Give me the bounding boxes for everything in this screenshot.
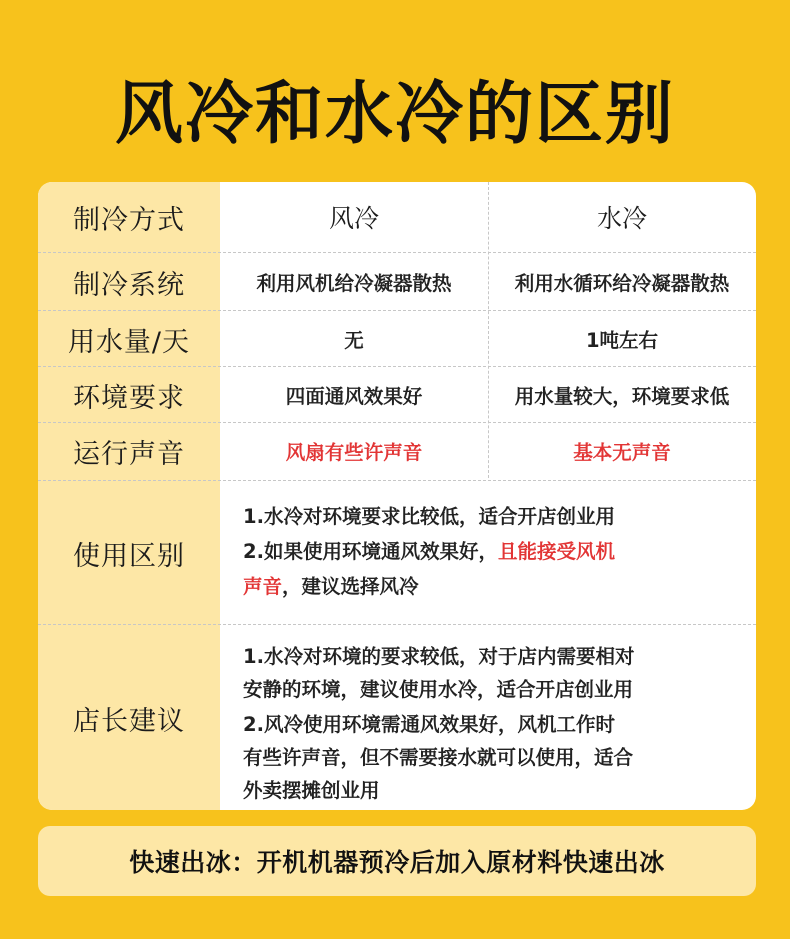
row-divider (38, 422, 756, 423)
advice-line-1: 1.水冷对环境的要求较低，对于店内需要相对 (243, 645, 635, 668)
table-row (38, 368, 756, 422)
row-divider (38, 624, 756, 625)
table-header-row (38, 182, 756, 252)
comparison-table (38, 182, 756, 810)
advice-notes (243, 640, 743, 807)
row-label: 用水量/天 (67, 326, 191, 358)
advice-line-3: 2.风冷使用环境需通风效果好，风机工作时 (243, 713, 615, 736)
quick-ice-banner: 快速出冰：开机机器预冷后加入原材料快速出冰 (38, 826, 756, 896)
header-air-cooling: 风冷 (328, 204, 379, 233)
usage-line-2-text: 2.如果使用环境通风效果好， (243, 540, 498, 563)
usage-line-3-text: ，建议选择风冷 (282, 575, 419, 598)
header-label: 制冷方式 (73, 204, 185, 236)
header-water-cooling: 水冷 (596, 204, 647, 233)
advice-label: 店长建议 (73, 705, 185, 737)
usage-line-3-highlight: 声音 (243, 575, 283, 598)
usage-line-2-highlight: 且能接受风机 (497, 540, 615, 563)
column-divider (488, 182, 489, 478)
cell-water-cooling: 利用水循环给冷凝器散热 (514, 272, 730, 295)
table-row (38, 254, 756, 310)
cell-air-cooling: 无 (344, 329, 364, 352)
advice-line-5: 外卖摆摊创业用 (243, 779, 380, 802)
advice-line-2: 安静的环境，建议使用水冷，适合开店创业用 (243, 678, 634, 701)
cell-air-cooling: 风扇有些许声音 (285, 441, 423, 464)
row-divider (38, 252, 756, 253)
advice-line-4: 有些许声音，但不需要接水就可以使用，适合 (243, 746, 634, 769)
usage-label: 使用区别 (73, 540, 185, 572)
row-label: 制冷系统 (73, 269, 185, 301)
row-label: 运行声音 (73, 438, 185, 470)
cell-water-cooling: 1吨左右 (585, 329, 659, 352)
usage-line-1: 1.水冷对环境要求比较低，适合开店创业用 (243, 505, 615, 528)
cell-water-cooling: 基本无声音 (573, 441, 671, 464)
table-row (38, 424, 756, 478)
cell-air-cooling: 四面通风效果好 (285, 385, 423, 408)
usage-line-2 (243, 535, 743, 568)
table-row (38, 312, 756, 366)
row-divider (38, 310, 756, 311)
row-label: 环境要求 (73, 382, 185, 414)
cell-air-cooling: 利用风机给冷凝器散热 (256, 272, 452, 295)
usage-line-3 (243, 570, 743, 603)
row-divider (38, 366, 756, 367)
page-title: 风冷和水冷的区别 (114, 75, 675, 154)
usage-notes (243, 500, 743, 605)
cell-water-cooling: 用水量较大，环境要求低 (514, 385, 730, 408)
row-divider (38, 480, 756, 481)
